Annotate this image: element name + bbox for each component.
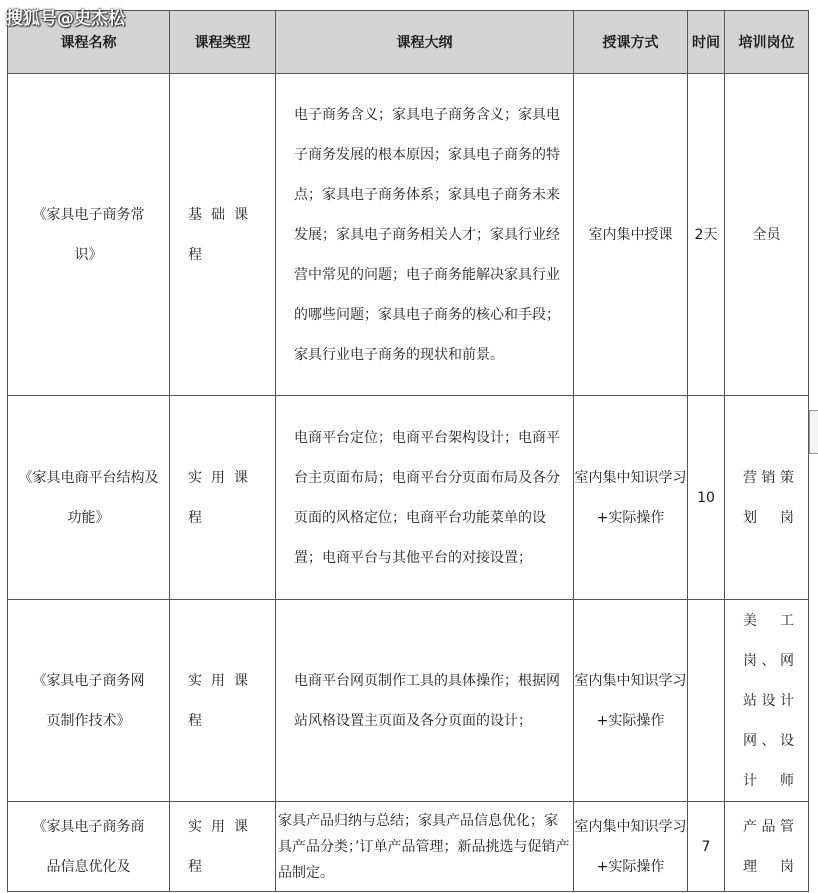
teaching-method-cell: 室内集中授课 <box>574 74 688 396</box>
watermark-text: 搜狐号@史杰松 <box>6 9 125 29</box>
table-row <box>8 600 809 802</box>
header-course-name: 课程名称 <box>8 11 170 74</box>
header-teaching-method: 授课方式 <box>574 11 688 74</box>
teaching-method-cell: 室内集中知识学习+实际操作 <box>574 802 688 892</box>
course-type-cell: 实用课程 <box>170 802 276 892</box>
training-post-cell: 产品管理岗 <box>725 802 809 892</box>
course-name-cell: 《家具电子商务网页制作技术》 <box>8 600 170 802</box>
scroll-tab <box>809 410 818 454</box>
training-post-cell: 营销策划岗 <box>725 396 809 600</box>
time-cell: 10 <box>688 396 725 600</box>
course-outline-cell: 家具产品归纳与总结；家具产品信息优化；家具产品分类；’订单产品管理；新品挑选与促销产品制定。 <box>276 802 574 892</box>
course-name-cell: 《家具电子商务商品信息优化及 <box>8 802 170 892</box>
course-type-cell: 实用课程 <box>170 396 276 600</box>
course-table <box>7 10 809 892</box>
course-name-cell: 《家具电子商务常识》 <box>8 74 170 396</box>
header-course-type: 课程类型 <box>170 11 276 74</box>
training-post-cell: 美工岗、网站设计网、设计师 <box>725 600 809 802</box>
teaching-method-cell: 室内集中知识学习+实际操作 <box>574 396 688 600</box>
time-cell: 7 <box>688 802 725 892</box>
header-training-post: 培训岗位 <box>725 11 809 74</box>
training-post-cell: 全员 <box>725 74 809 396</box>
header-row <box>8 11 809 74</box>
course-outline-cell: 电子商务含义；家具电子商务含义；家具电子商务发展的根本原因；家具电子商务的特点；家具电子商务体系；家具电子商务未来发展；家具电子商务相关人才；家具行业经营中常见的问题；电子商务能解决家具行业的哪些问题；家具电子商务的核心和手段；家具行业电子商务的现状和前景。 <box>276 74 574 396</box>
table-row <box>8 74 809 396</box>
time-cell <box>688 600 725 802</box>
course-outline-cell: 电商平台定位；电商平台架构设计；电商平台主页面布局；电商平台分页面布局及各分页面的风格定位；电商平台功能菜单的设置；电商平台与其他平台的对接设置； <box>276 396 574 600</box>
table-row <box>8 396 809 600</box>
time-cell: 2天 <box>688 74 725 396</box>
course-name-cell: 《家具电商平台结构及功能》 <box>8 396 170 600</box>
course-outline-cell: 电商平台网页制作工具的具体操作；根据网站风格设置主页面及各分页面的设计； <box>276 600 574 802</box>
course-type-cell: 实用课程 <box>170 600 276 802</box>
course-type-cell: 基础课程 <box>170 74 276 396</box>
header-time: 时间 <box>688 11 725 74</box>
teaching-method-cell: 室内集中知识学习+实际操作 <box>574 600 688 802</box>
header-course-outline: 课程大纲 <box>276 11 574 74</box>
table-row <box>8 802 809 892</box>
